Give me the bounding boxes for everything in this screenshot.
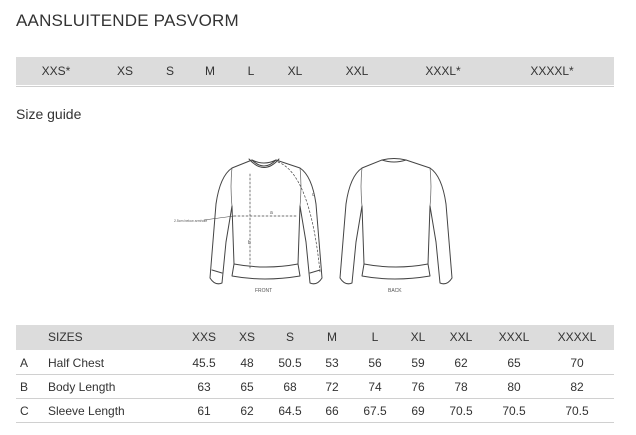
table-cell: 50.5	[278, 356, 302, 370]
row-name: Body Length	[48, 380, 116, 394]
size-option-xxs[interactable]: XXS*	[41, 64, 71, 78]
back-label: BACK	[388, 288, 402, 294]
table-cell: 64.5	[278, 404, 302, 418]
size-option-m[interactable]: M	[205, 64, 215, 78]
page-title: AANSLUITENDE PASVORM	[16, 11, 239, 30]
table-cell: 53	[325, 356, 339, 370]
row-name: Half Chest	[48, 356, 105, 370]
table-cell: 70.5	[565, 404, 589, 418]
size-option-xl[interactable]: XL	[287, 64, 303, 78]
table-cell: 68	[283, 380, 297, 394]
table-cell: 80	[507, 380, 521, 394]
row-key: A	[20, 356, 29, 370]
header-size: XXXXL	[557, 330, 597, 344]
size-option-s[interactable]: S	[165, 64, 175, 78]
table-cell: 45.5	[192, 356, 216, 370]
size-option-xs[interactable]: XS	[116, 64, 134, 78]
size-selector-bar	[16, 57, 614, 85]
table-row	[16, 376, 614, 399]
back-sweatshirt-drawing	[340, 159, 452, 284]
table-cell: 70.5	[502, 404, 526, 418]
header-size: XS	[238, 330, 256, 344]
size-guide-heading: Size guide	[16, 106, 82, 122]
size-option-xxxl[interactable]: XXXL*	[425, 64, 461, 78]
row-key: C	[20, 404, 29, 418]
table-row	[16, 400, 614, 423]
table-cell: 56	[368, 356, 382, 370]
header-label: SIZES	[48, 330, 83, 344]
table-cell: 78	[454, 380, 468, 394]
table-cell: 67.5	[363, 404, 387, 418]
header-size: M	[327, 330, 337, 344]
table-row	[16, 352, 614, 375]
measurement-note: 2.5cm below armhole	[174, 219, 208, 223]
table-cell: 48	[240, 356, 254, 370]
table-header-row	[16, 325, 614, 350]
table-cell: 72	[325, 380, 339, 394]
header-size: XXL	[449, 330, 473, 344]
measure-b-label: b	[248, 240, 251, 246]
table-cell: 69	[411, 404, 425, 418]
divider	[16, 86, 614, 87]
table-cell: 74	[368, 380, 382, 394]
header-size: S	[285, 330, 295, 344]
row-name: Sleeve Length	[48, 404, 125, 418]
table-cell: 70.5	[449, 404, 473, 418]
measure-a-label: a	[270, 210, 273, 216]
table-cell: 63	[197, 380, 211, 394]
header-size: XL	[410, 330, 426, 344]
table-cell: 82	[570, 380, 584, 394]
measure-c-label: c	[312, 192, 315, 198]
header-size: XXXL	[498, 330, 530, 344]
table-cell: 70	[570, 356, 584, 370]
sweatshirt-illustration	[160, 146, 460, 298]
table-cell: 65	[507, 356, 521, 370]
table-cell: 62	[240, 404, 254, 418]
front-label: FRONT	[255, 288, 273, 294]
table-cell: 59	[411, 356, 425, 370]
size-option-xxl[interactable]: XXL	[345, 64, 369, 78]
row-key: B	[20, 380, 29, 394]
front-sweatshirt-drawing	[204, 159, 322, 284]
table-cell: 76	[411, 380, 425, 394]
size-option-l[interactable]: L	[247, 64, 255, 78]
table-cell: 62	[454, 356, 468, 370]
header-size: XXS	[191, 330, 217, 344]
header-size: L	[371, 330, 379, 344]
table-cell: 65	[240, 380, 254, 394]
table-cell: 66	[325, 404, 339, 418]
size-option-xxxxl[interactable]: XXXXL*	[530, 64, 574, 78]
table-cell: 61	[197, 404, 211, 418]
